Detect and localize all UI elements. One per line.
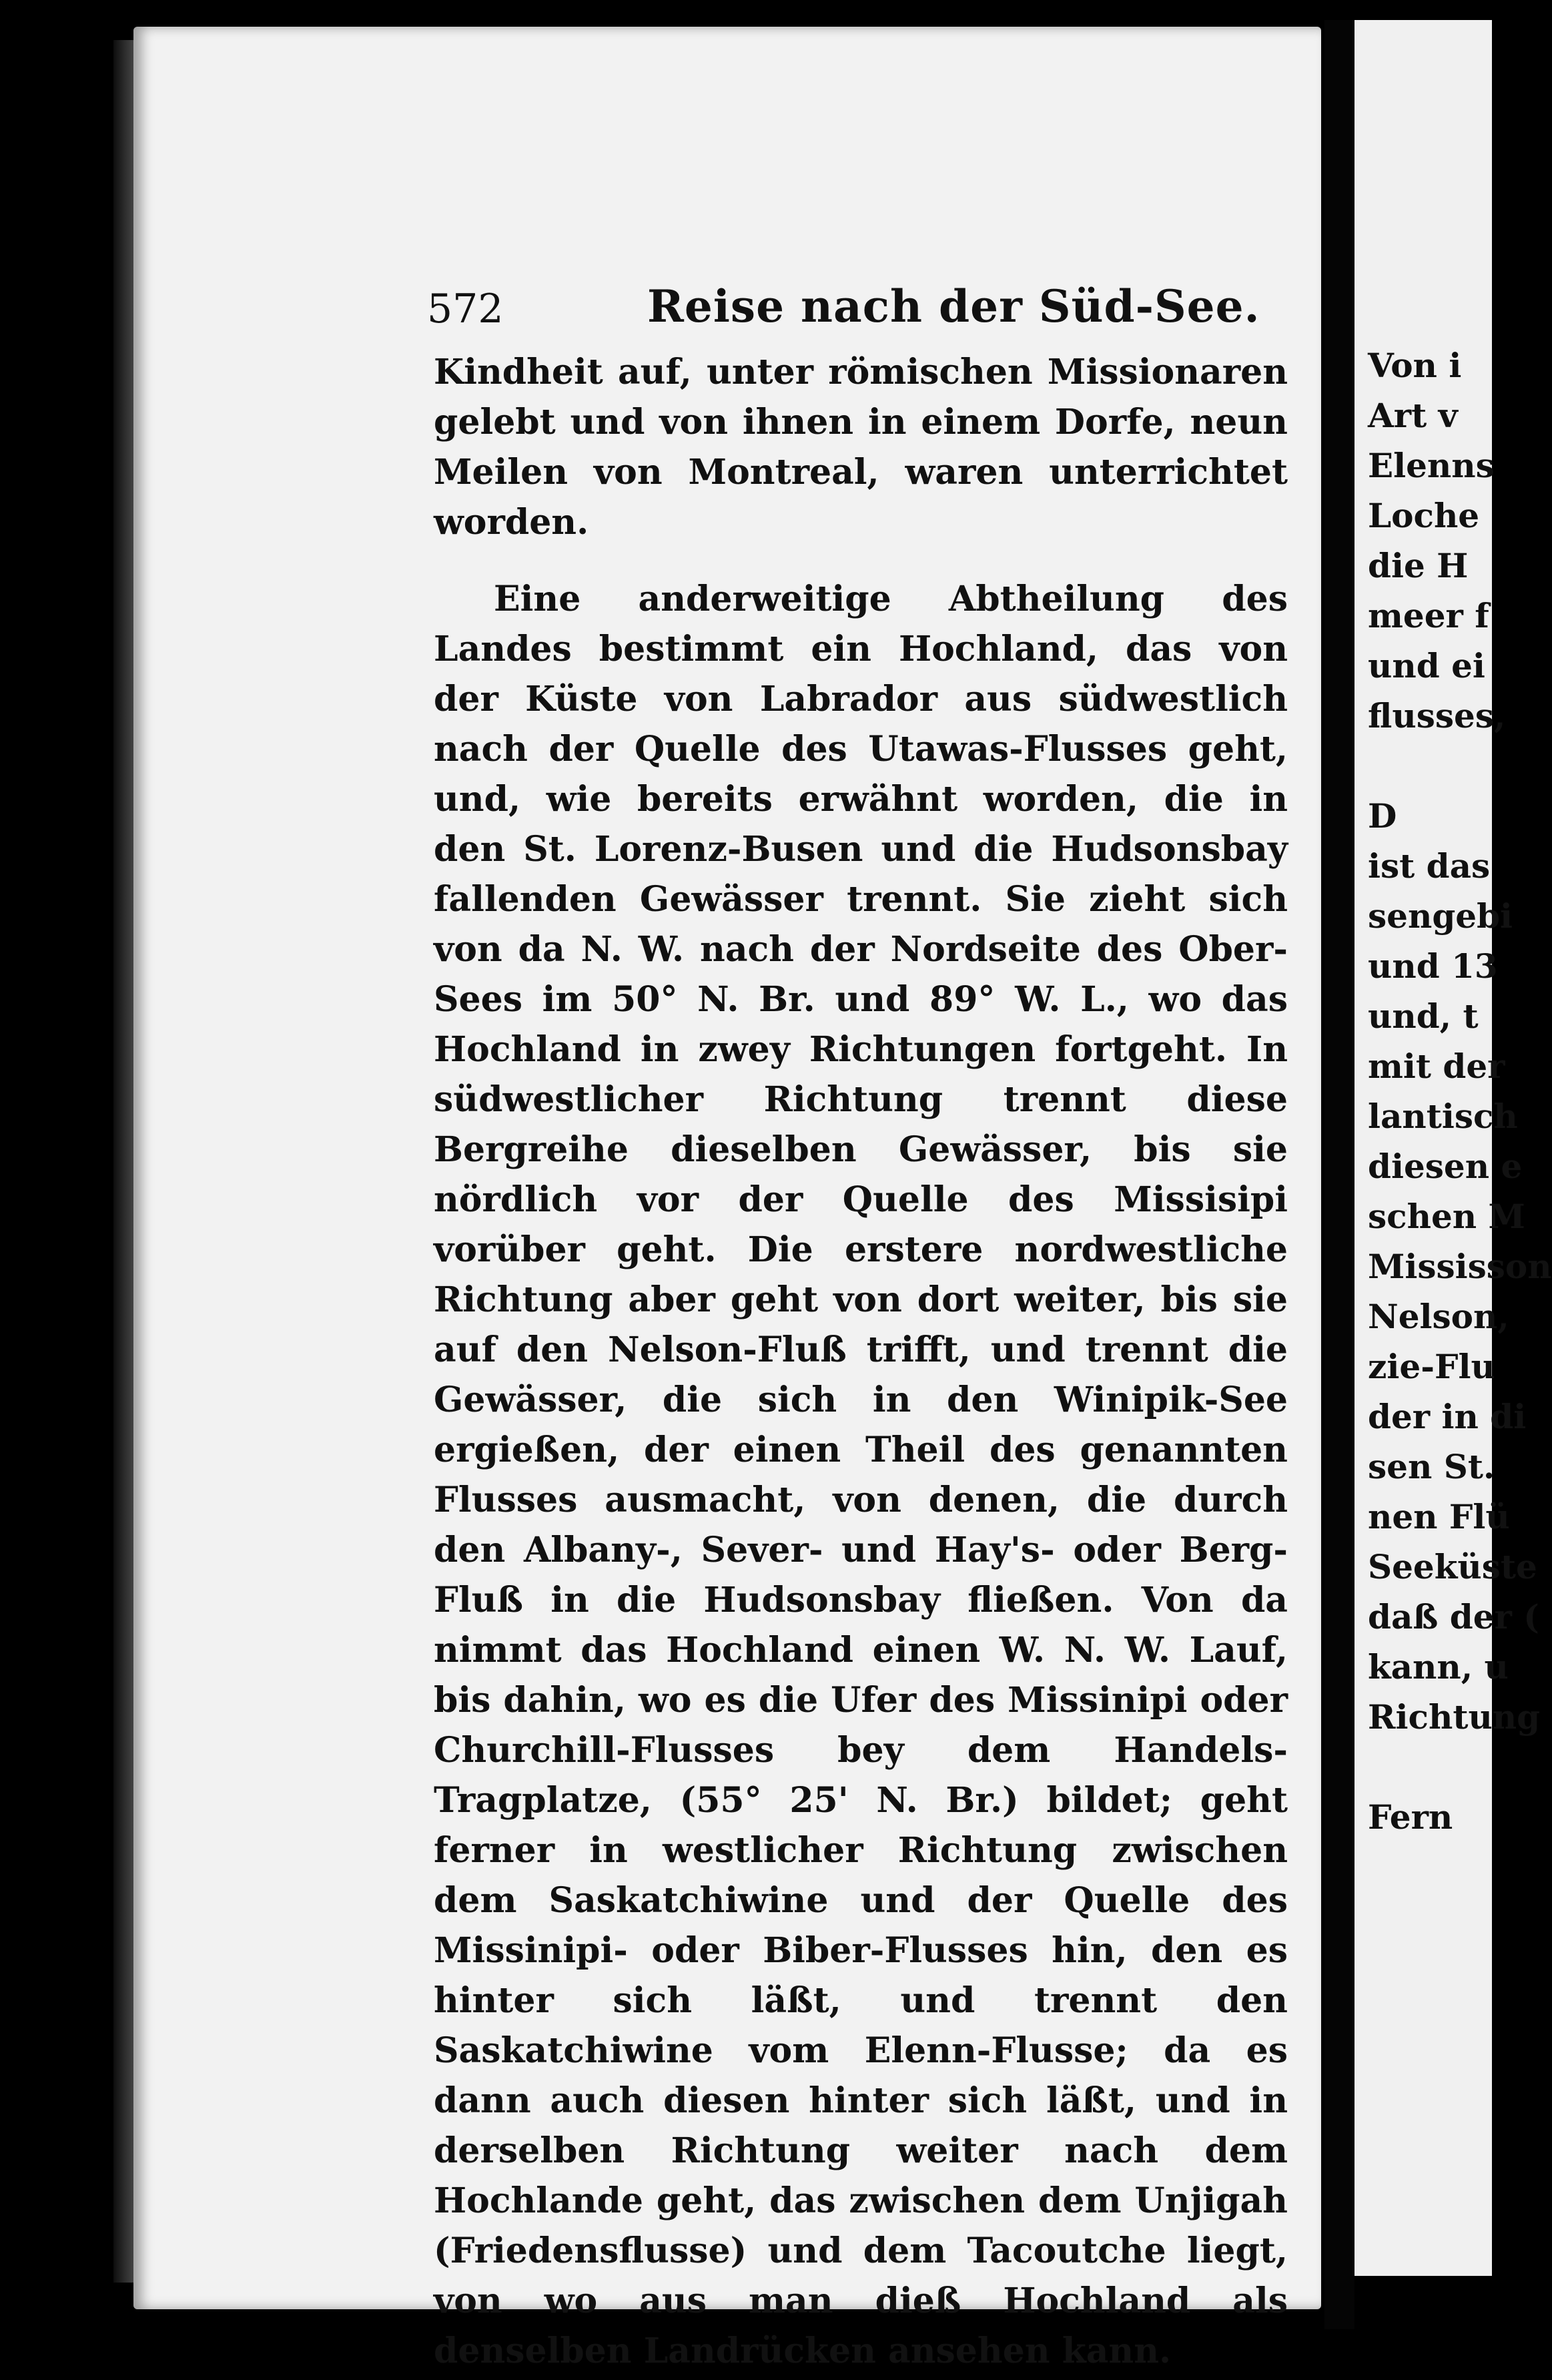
right-page-line: flusses, [1368, 696, 1506, 735]
right-page-line: Richtung [1368, 1697, 1541, 1737]
right-page-line: Mississon [1368, 1247, 1552, 1286]
right-page-line [1368, 1742, 1492, 1792]
right-page-line: sengebi [1368, 896, 1513, 936]
right-page-line: schen M [1368, 1197, 1525, 1236]
right-page-line: die H [1368, 546, 1469, 585]
running-title: Reise nach der Süd-See. [647, 280, 1260, 332]
paragraph: Kindheit auf, unter römischen Missionaren gelebt und von ihnen in einem Dorfe, neun Meilen von Montreal, waren unterrichtet worden. [434, 352, 1288, 543]
right-page-line: der in di [1368, 1397, 1527, 1436]
right-page-line: ist das [1368, 846, 1491, 886]
right-page-line: sen St. [1368, 1447, 1495, 1486]
right-page-line: Elenns [1368, 446, 1495, 485]
right-page-line: Nelson, [1368, 1297, 1509, 1336]
paragraph: Eine anderweitige Abtheilung des Landes bestimmt ein Hochland, das von der Küste von Labrador aus südwestlich nach der Quelle des Utawas-Flusses geht, und, wie bereits erwähnt worden, die in den St. Lorenz-Busen und die Hudsonsbay fallenden Gewässer trennt. Sie zieht sich von da N. W. nach der Nordseite des Ober-Sees im 50° N. Br. und 89° W. L., wo das Hochland in zwey Richtungen fortgeht. In südwestlicher Richtung trennt diese Bergreihe dieselben Gewässer, bis sie nördlich vor der Quelle des Missisipi vorüber geht. Die erstere nordwestliche Richtung aber geht von dort weiter, bis sie auf den Nelson-Fluß trifft, und trennt die Gewässer, die sich in den Winipik-See ergießen, der einen Theil des genannten Flusses ausmacht, von denen, die durch den Albany-, Sever- und Hay's- oder Berg-Fluß in die Hudsonsbay fließen. Von da nimmt das Hochland einen W. N. W. Lauf, bis dahin, wo es die Ufer des Missinipi oder Churchill-Flusses bey dem Handels-Tragplatze, (55° 25' N. Br.) bildet; geht ferner in westlicher Richtung zwischen dem Saskatchiwine und der Quelle des Missinipi- oder Biber-Flusses hin, den es hinter sich läßt, und trennt den Saskatchiwine vom Elenn-Flusse; da es dann auch diesen hinter sich läßt, und in derselben Richtung weiter nach dem Hochlande geht, das zwischen dem Unjigah (Friedensflusse) und dem Tacoutche liegt, von wo aus man dieß Hochland als denselben Landrücken ansehen kann. [434, 579, 1288, 2371]
right-page-line: lantisch [1368, 1097, 1518, 1136]
right-page-line: und, t [1368, 996, 1479, 1036]
right-page-line: Von i [1368, 346, 1462, 385]
body-text [434, 347, 1288, 2376]
right-page-line: und ei [1368, 646, 1485, 685]
right-page-line: und 13 [1368, 946, 1498, 986]
page-number: 572 [427, 286, 504, 332]
right-page-line: zie-Flu [1368, 1347, 1495, 1386]
right-page-line: D [1368, 796, 1397, 836]
right-page-line: Loche [1368, 496, 1480, 535]
right-page-line: Fern [1368, 1797, 1453, 1837]
right-page-line: mit der [1368, 1047, 1505, 1086]
right-page-line: Seeküste [1368, 1547, 1537, 1586]
right-page-line: daß der ( [1368, 1597, 1539, 1637]
right-page-line: diesen e [1368, 1147, 1523, 1186]
right-page-line: Art v [1368, 396, 1458, 435]
right-page-line [1368, 741, 1492, 791]
book-gutter [1324, 20, 1354, 2329]
right-page-line: nen Flü [1368, 1497, 1510, 1536]
right-page-line: kann, u [1368, 1647, 1509, 1687]
right-page-text [1368, 340, 1552, 1842]
page-header [427, 280, 1268, 340]
right-page-line: meer f [1368, 596, 1489, 635]
